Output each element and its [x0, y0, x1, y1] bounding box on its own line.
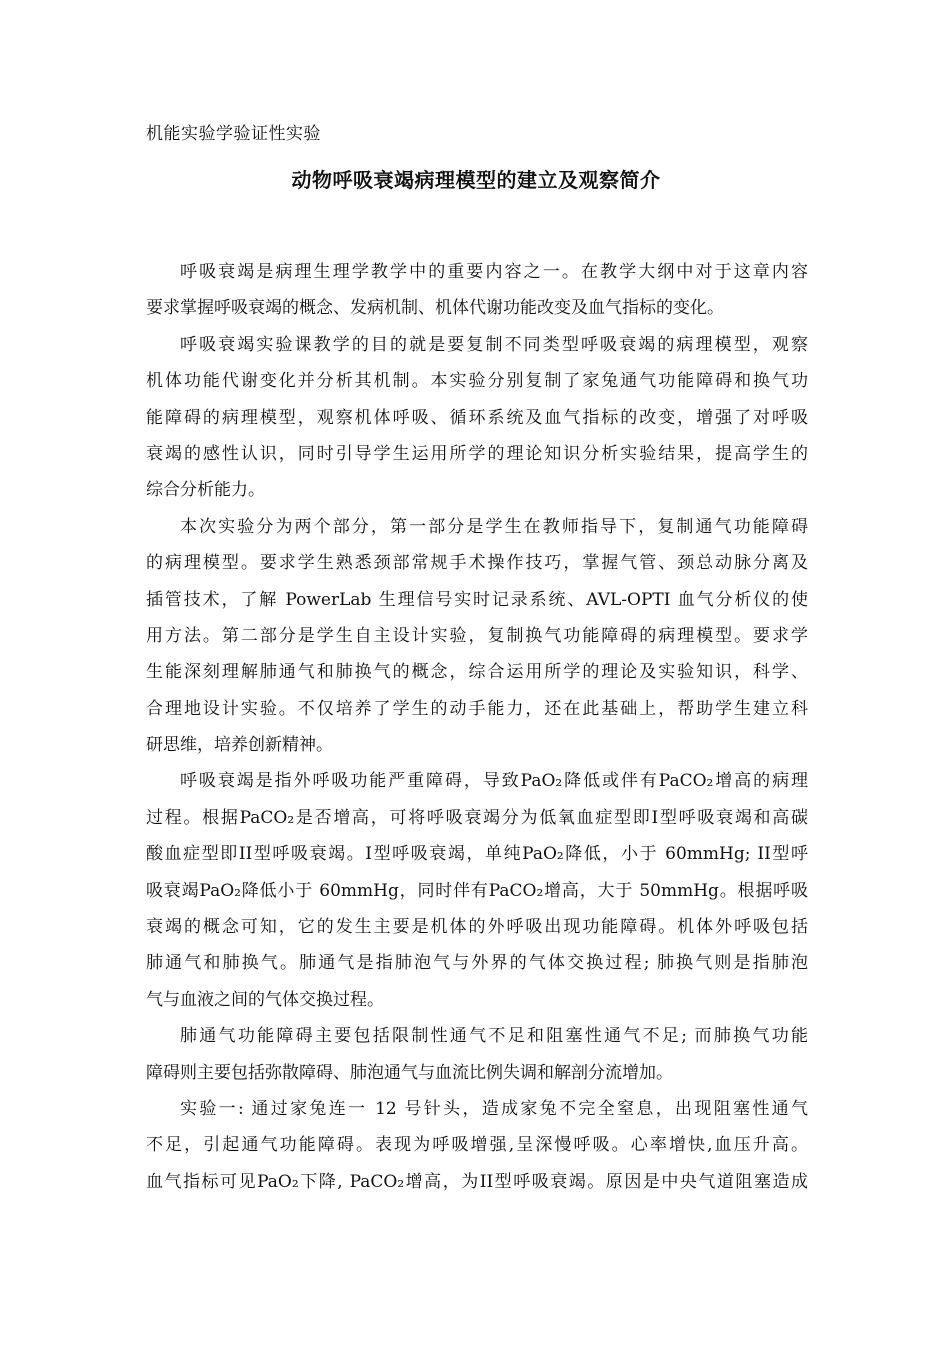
text-line: 血气指标可见PaO₂下降, PaCO₂增高，为II型呼吸衰竭。原因是中央气道阻塞造成: [146, 1171, 808, 1192]
text-line: 生能深刻理解肺通气和肺换气的概念，综合运用所学的理论及实验知识，科学、: [146, 662, 808, 683]
text-line: 衰竭的概念可知，它的发生主要是机体的外呼吸出现功能障碍。机体外呼吸包括: [146, 917, 808, 938]
text-line: 研思维，培养创新精神。: [146, 735, 333, 756]
text-line: 能障碍的病理模型，观察机体呼吸、循环系统及血气指标的改变，增强了对呼吸: [146, 407, 808, 428]
text-line: 肺通气功能障碍主要包括限制性通气不足和阻塞性通气不足; 而肺换气功能: [180, 1026, 808, 1047]
text-line: 障碍则主要包括弥散障碍、肺泡通气与血流比例失调和解剖分流增加。: [146, 1062, 673, 1083]
text-line: 本次实验分为两个部分，第一部分是学生在教师指导下，复制通气功能障碍: [180, 516, 808, 537]
text-line: 吸衰竭PaO₂降低小于 60mmHg，同时伴有PaCO₂增高，大于 50mmHg。根据呼吸: [146, 880, 808, 901]
body-text: [146, 254, 808, 1200]
document-title: 动物呼吸衰竭病理模型的建立及观察简介: [291, 168, 661, 192]
text-line: 呼吸衰竭是病理生理学教学中的重要内容之一。在教学大纲中对于这章内容: [180, 262, 808, 282]
text-line: 用方法。第二部分是学生自主设计实验，复制换气功能障碍的病理模型。要求学: [146, 625, 808, 646]
header-note: 机能实验学验证性实验: [146, 124, 321, 144]
text-line: 要求掌握呼吸衰竭的概念、发病机制、机体代谢功能改变及血气指标的变化。: [146, 298, 724, 319]
text-line: 综合分析能力。: [146, 480, 265, 501]
text-line: 机体功能代谢变化并分析其机制。本实验分别复制了家兔通气功能障碍和换气功: [146, 371, 808, 392]
text-line: 呼吸衰竭是指外呼吸功能严重障碍，导致PaO₂降低或伴有PaCO₂增高的病理: [180, 771, 808, 792]
text-line: 合理地设计实验。不仅培养了学生的动手能力，还在此基础上，帮助学生建立科: [146, 698, 808, 719]
text-line: 的病理模型。要求学生熟悉颈部常规手术操作技巧，掌握气管、颈总动脉分离及: [146, 553, 808, 574]
text-line: 衰竭的感性认识，同时引导学生运用所学的理论知识分析实验结果，提高学生的: [146, 443, 808, 464]
text-line: 插管技术，了解 PowerLab 生理信号实时记录系统、AVL-OPTI 血气分析仪的使: [146, 589, 808, 610]
text-line: 气与血液之间的气体交换过程。: [146, 989, 384, 1010]
text-line: 肺通气和肺换气。肺通气是指肺泡气与外界的气体交换过程; 肺换气则是指肺泡: [146, 953, 808, 974]
text-line: 过程。根据PaCO₂是否增高，可将呼吸衰竭分为低氧血症型即I型呼吸衰竭和高碳: [146, 807, 808, 828]
text-line: 酸血症型即II型呼吸衰竭。I型呼吸衰竭，单纯PaO₂降低，小于 60mmHg; II型呼: [146, 844, 808, 865]
text-line: 不足，引起通气功能障碍。表现为呼吸增强,呈深慢呼吸。心率增快,血压升高。: [146, 1135, 808, 1156]
text-line: 呼吸衰竭实验课教学的目的就是要复制不同类型呼吸衰竭的病理模型，观察: [180, 334, 808, 355]
text-line: 实验一: 通过家兔连一 12 号针头，造成家兔不完全窒息，出现阻塞性通气: [180, 1098, 808, 1119]
